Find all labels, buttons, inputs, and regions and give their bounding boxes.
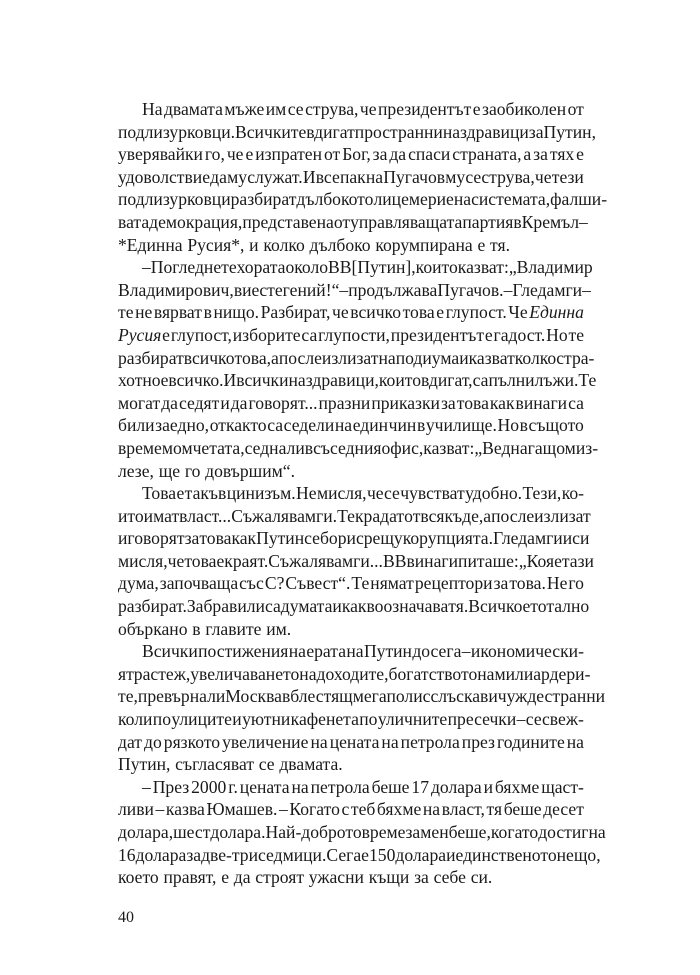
text-line: подлизурковци. Всички те вдигат пространни наздравици за Путин,	[118, 121, 596, 142]
text-line: уверявайки го, че е изпратен от Бог, за да спаси страната, а за тях е	[118, 144, 584, 165]
text-line: ят растеж, увеличаването на доходите, богатството на милиардери-	[118, 663, 591, 684]
text-line: могат да седят и да говорят... празни приказки за това как винаги са	[118, 392, 584, 413]
text-line: *Единна Русия*, и колко дълбоко корумпирана е тя.	[118, 234, 510, 255]
text-line: долара, шест долара. Най-доброто време за мен беше, когато достигна	[118, 822, 606, 842]
text-line: време момчетата, седнали в съседния офис, казват: „Веднага щом из-	[118, 437, 599, 458]
text-line: вата демокрация, представена от управляващата партия в Кремъл –	[118, 211, 588, 232]
text-line: и говорят за това как Путин се бори срещу корупцията. Гледам ги и си	[118, 528, 590, 549]
paragraph	[118, 776, 606, 889]
text-line: те не вярват в нищо. Разбират, че всичко това е глупост. Че Единна	[118, 302, 584, 323]
text-line: удоволствие да му служат. И все пак на Пугачов му се струва, че тези	[118, 166, 584, 187]
text-line: били заедно, откакто са седели на един чин в училище. Но в същото	[118, 415, 584, 436]
text-line: дат до рязкото увеличение на цената на петрола през годините на	[118, 731, 584, 752]
text-line: ито имат власт... Съжалявам ги. Те крадат отвсякъде, а после излизат	[118, 505, 591, 526]
text-line: – През 2000 г. цената на петрола беше 17 долара и бяхме щаст-	[142, 776, 584, 797]
text-line: което правят, е да строят ужасни къщи за себе си.	[118, 867, 493, 888]
page-number: 40	[118, 909, 134, 926]
text-line: дума, започваща със С? Съвест“. Те нямат рецептори за това. Не го	[118, 573, 584, 594]
text-line: лезе, ще го довършим“.	[118, 460, 295, 481]
text-line: коли по улиците и уютни кафенета по уличните пресечки – се свеж-	[118, 709, 584, 730]
paragraph	[118, 256, 599, 482]
text-line: хотно е всичко. И всички наздравици, които вдигат, са пълни лъжи. Те	[118, 370, 597, 391]
text-line: разбират. Забравили са думата и какво означава тя. Всичко е тотално	[118, 596, 590, 617]
text-line: Всички постижения на ерата на Путин досега – икономически-	[142, 641, 584, 662]
main-text	[118, 98, 608, 889]
text-line: объркано в главите им.	[118, 618, 292, 639]
text-line: На двамата мъже им се струва, че президентът е заобиколен от	[142, 99, 584, 119]
paragraph	[118, 482, 594, 640]
text-line: подлизурковци разбират дълбокото лицемерие на системата, фалши-	[118, 189, 608, 210]
text-line: ливи – казва Юмашев. – Когато с теб бяхме на власт, тя беше десет	[118, 799, 584, 820]
text-line: 16 долара за две-три седмици. Сега е 150 долара и единственото нещо,	[118, 844, 601, 865]
text-line: мисля, че това е краят. Съжалявам ги... ВВ винаги питаше: „Коя е тази	[118, 550, 594, 571]
paragraph	[118, 98, 608, 256]
text-line: – Погледнете хората около ВВ [Путин], които казват: „Владимир	[142, 257, 593, 278]
text-line: Това е такъв цинизъм. Не мисля, че се чувстват удобно. Тези, ко-	[142, 483, 584, 504]
text-line: Путин, съгласяват се двамата.	[118, 754, 343, 775]
text-line: Русия е глупост, изборите са глупости, президентът е гадост. Но те	[118, 324, 584, 345]
text-line: Владимирович, вие сте гений!“ – продължава Пугачов. – Гледам ги –	[118, 279, 591, 300]
text-line: разбират всичко това, а после излизат на подиума и казват колко стра-	[118, 347, 595, 368]
text-line: те, превърнали Москва в блестящ мегаполис с лъскави чуждестранни	[118, 686, 606, 707]
paragraph	[118, 640, 606, 776]
